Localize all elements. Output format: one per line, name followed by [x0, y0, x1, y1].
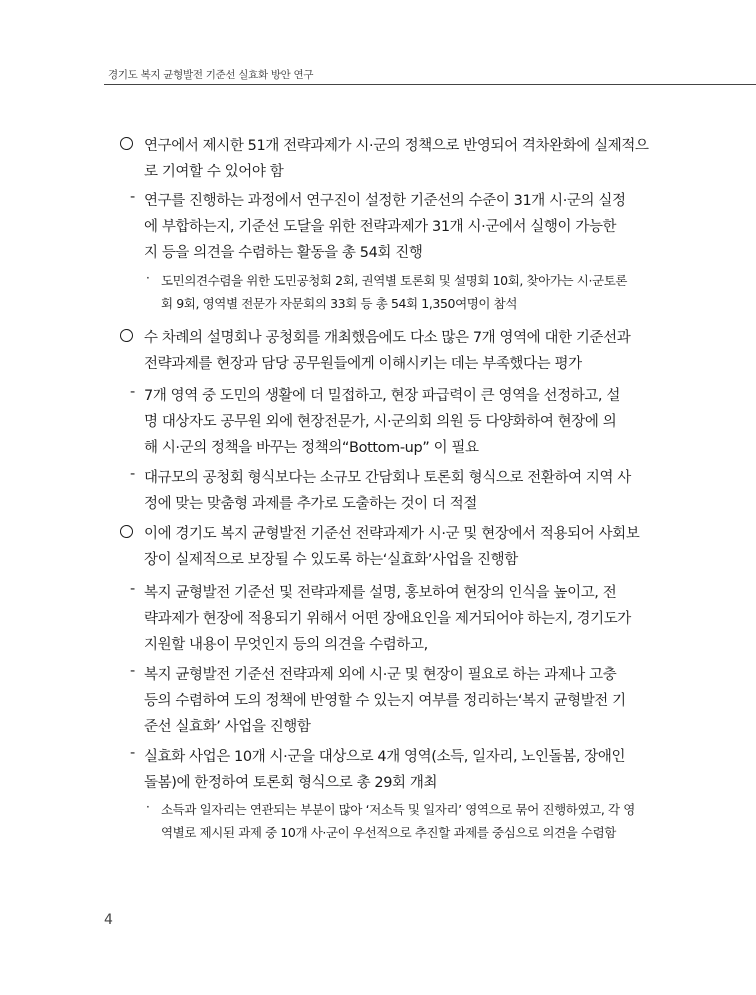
b1-line-2: 로 기여할 수 있어야 함 — [144, 164, 284, 180]
b1-note-line-1: 도민의견수렴을 위한 도민공청회 2회, 권역별 토론회 및 설명회 10회, 찾아가는 시·군토론 — [161, 273, 628, 288]
b2-d2-line-1: 대규모의 공청회 형식보다는 소규모 간담회나 토론회 형식으로 전환하여 지역 사 — [144, 470, 631, 486]
b2-d1-line-3: 해 시·군의 정책을 바꾸는 정책의“Bottom-up” 이 필요 — [144, 440, 479, 456]
b3-note-line-1: 소득과 일자리는 연관되는 부분이 많아 ‘저소득 및 일자리’ 영역으로 묶어 진행하였고, 각 영 — [161, 802, 635, 817]
b3-note-line-2: 역별로 제시된 과제 중 10개 사·군이 우선적으로 추진할 과제를 중심으로 의견을 수렴함 — [161, 825, 616, 840]
bullet-circle-1 — [120, 137, 133, 150]
b2-d2-line-2: 정에 맞는 맞춤형 과제를 추가로 도출하는 것이 더 적절 — [144, 496, 478, 512]
dash-b2-1: - — [130, 384, 136, 400]
b3-d1-line-3: 지원할 내용이 무엇인지 등의 의견을 수렴하고, — [144, 637, 428, 653]
b2-d1-line-1: 7개 영역 중 도민의 생활에 더 밀접하고, 현장 파급력이 큰 영역을 선정하고, 설 — [144, 388, 620, 404]
dot-b3-note: · — [146, 800, 150, 814]
dash-b3-3: - — [130, 745, 136, 761]
b1-note-line-2: 회 9회, 영역별 전문가 자문회의 33회 등 총 54회 1,350여명이 참석 — [161, 296, 518, 311]
header-rule — [104, 84, 756, 85]
b3-d1-line-2: 략과제가 현장에 적용되기 위해서 어떤 장애요인을 제거되어야 하는지, 경기도가 — [144, 611, 631, 627]
dash-b2-2: - — [130, 466, 136, 482]
dash-b3-2: - — [130, 663, 136, 679]
b1-d1-line-1: 연구를 진행하는 과정에서 연구진이 설정한 기준선의 수준이 31개 시·군의 실정 — [144, 193, 626, 209]
page-number: 4 — [104, 912, 113, 928]
bullet-circle-3 — [120, 525, 133, 538]
bullet-circle-2 — [120, 329, 133, 342]
b3-d2-line-3: 준선 실효화’ 사업을 진행함 — [144, 719, 311, 735]
b3-d1-line-1: 복지 균형발전 기준선 및 전략과제를 설명, 홍보하여 현장의 인식을 높이고, 전 — [144, 585, 617, 601]
b2-line-1: 수 차례의 설명회나 공청회를 개최했음에도 다소 많은 7개 영역에 대한 기준선과 — [144, 330, 631, 346]
b3-d3-line-2: 돌봄)에 한정하여 토론회 형식으로 총 29회 개최 — [144, 775, 438, 791]
dash-b1-1: - — [130, 189, 136, 205]
running-header: 경기도 복지 균형발전 기준선 실효화 방안 연구 — [108, 69, 314, 81]
dot-b1-note: · — [146, 271, 150, 285]
b3-line-1: 이에 경기도 복지 균형발전 기준선 전략과제가 시·군 및 현장에서 적용되어 사회보 — [144, 526, 640, 542]
b3-line-2: 장이 실제적으로 보장될 수 있도록 하는‘실효화’사업을 진행함 — [144, 552, 518, 568]
b3-d2-line-2: 등의 수렴하여 도의 정책에 반영할 수 있는지 여부를 정리하는‘복지 균형발전 기 — [144, 693, 626, 709]
b3-d3-line-1: 실효화 사업은 10개 시·군을 대상으로 4개 영역(소득, 일자리, 노인돌봄, 장애인 — [144, 749, 626, 765]
b3-d2-line-1: 복지 균형발전 기준선 전략과제 외에 시·군 및 현장이 필요로 하는 과제나 고충 — [144, 667, 617, 683]
b2-d1-line-2: 명 대상자도 공무원 외에 현장전문가, 시·군의회 의원 등 다양화하여 현장에 의 — [144, 414, 617, 430]
b2-line-2: 전략과제를 현장과 담당 공무원들에게 이해시키는 데는 부족했다는 평가 — [144, 356, 582, 372]
dash-b3-1: - — [130, 581, 136, 597]
b1-d1-line-3: 지 등을 의견을 수렴하는 활동을 총 54회 진행 — [144, 245, 423, 261]
b1-d1-line-2: 에 부합하는지, 기준선 도달을 위한 전략과제가 31개 시·군에서 실행이 가능한 — [144, 219, 617, 235]
b1-line-1: 연구에서 제시한 51개 전략과제가 시·군의 정책으로 반영되어 격차완화에 실제적으 — [144, 138, 649, 154]
